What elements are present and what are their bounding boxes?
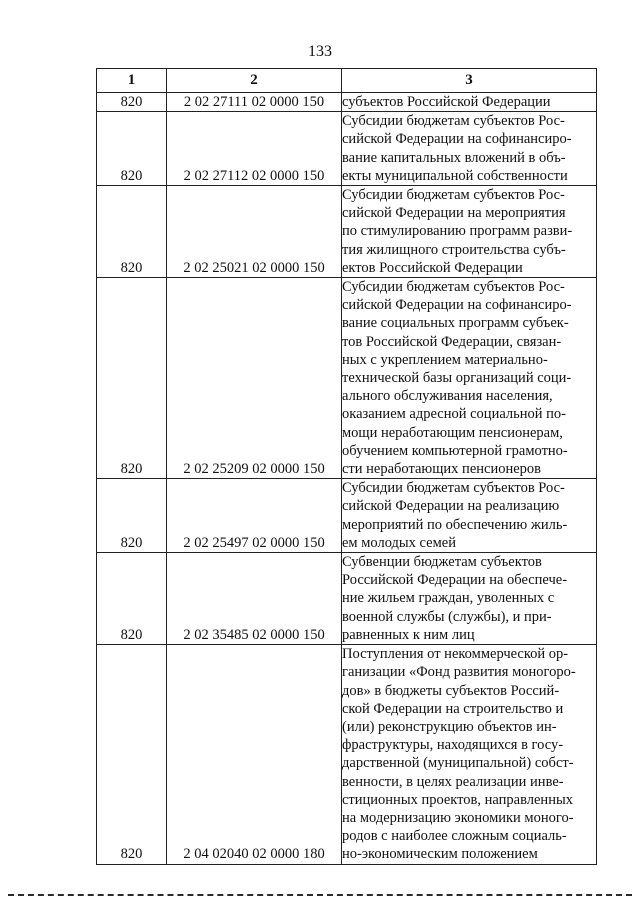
name-text-line: тов Российской Федерации, связан-: [342, 333, 562, 350]
budget-code-cell: 2 02 27111 02 0000 150: [167, 93, 342, 112]
table-row: [97, 112, 597, 186]
table-row: [97, 553, 597, 645]
admin-code-cell: 820: [97, 553, 167, 645]
name-text-line: оказанием адресной социальной по-: [342, 406, 566, 423]
name-text-line: екты муниципальной собственности: [342, 167, 568, 184]
name-text-line: Субсидии бюджетам субъектов Рос-: [342, 480, 565, 497]
name-text-line: фраструктуры, находящихся в госу-: [342, 737, 564, 754]
name-text-line: технической базы организаций соци-: [342, 370, 572, 387]
name-text-line: обучением компьютерной грамотно-: [342, 442, 568, 459]
page-number: 133: [308, 43, 332, 60]
name-text-line: вание социальных программ субъек-: [342, 315, 569, 332]
revenue-name-cell: [342, 278, 597, 479]
column-header: 2: [167, 69, 342, 93]
column-header: 3: [342, 69, 597, 93]
name-text-line: Субсидии бюджетам субъектов Рос-: [342, 279, 565, 296]
name-text-line: сийской Федерации на реализацию: [342, 498, 560, 515]
page-bottom-border: [8, 894, 632, 902]
name-text-line: дов» в бюджеты субъектов Россий-: [342, 682, 560, 699]
table-row: [97, 93, 597, 112]
name-text-line: Субвенции бюджетам субъектов: [342, 554, 542, 571]
table-header-row: [97, 69, 597, 93]
admin-code-cell: 820: [97, 645, 167, 864]
name-text-line: мероприятий по обеспечению жиль-: [342, 516, 568, 533]
name-text-line: по стимулированию программ разви-: [342, 223, 573, 240]
revenue-name-cell: [342, 553, 597, 645]
name-text-line: (или) реконструкцию объектов ин-: [342, 718, 557, 735]
revenue-name-cell: [342, 186, 597, 278]
name-text-line: дарственной (муниципальной) собст-: [342, 755, 574, 772]
name-text-line: Субсидии бюджетам субъектов Рос-: [342, 113, 565, 130]
table-row: [97, 479, 597, 553]
name-text-line: равненных к ним лиц: [342, 626, 475, 643]
column-header: 1: [97, 69, 167, 93]
name-text-line: но-экономическим положением: [342, 846, 538, 863]
name-text-line: стиционных проектов, направленных: [342, 791, 573, 808]
name-text-line: ального обслуживания населения,: [342, 388, 553, 405]
name-text-line: мощи неработающим пенсионерам,: [342, 424, 563, 441]
name-text-line: ных с укреплением материально-: [342, 351, 548, 368]
name-text-line: тия жилищного строительства субъ-: [342, 241, 566, 258]
revenue-name-cell: [342, 479, 597, 553]
name-text-line: сийской Федерации на мероприятия: [342, 205, 566, 222]
admin-code-cell: 820: [97, 93, 167, 112]
table-row: [97, 186, 597, 278]
budget-code-cell: 2 02 25021 02 0000 150: [167, 186, 342, 278]
budget-code-cell: 2 02 25497 02 0000 150: [167, 479, 342, 553]
name-text-line: субъектов Российской Федерации: [342, 94, 551, 110]
admin-code-cell: 820: [97, 479, 167, 553]
revenue-name-cell: [342, 93, 597, 112]
name-text-line: Российской Федерации на обеспече-: [342, 572, 568, 589]
name-text-line: ние жильем граждан, уволенных с: [342, 590, 555, 607]
name-text-line: на модернизацию экономики моного-: [342, 809, 574, 826]
budget-code-cell: 2 04 02040 02 0000 180: [167, 645, 342, 864]
revenue-name-cell: [342, 112, 597, 186]
table-row: [97, 645, 597, 864]
name-text-line: ганизации «Фонд развития моногоро-: [342, 664, 576, 681]
name-text-line: Субсидии бюджетам субъектов Рос-: [342, 187, 565, 204]
admin-code-cell: 820: [97, 278, 167, 479]
budget-code-cell: 2 02 27112 02 0000 150: [167, 112, 342, 186]
budget-code-cell: 2 02 35485 02 0000 150: [167, 553, 342, 645]
table-row: [97, 278, 597, 479]
revenue-name-cell: [342, 645, 597, 864]
name-text-line: ской Федерации на строительство и: [342, 700, 564, 717]
name-text-line: ем молодых семей: [342, 534, 456, 551]
name-text-line: сийской Федерации на софинансиро-: [342, 131, 572, 148]
name-text-line: ектов Российской Федерации: [342, 259, 523, 276]
name-text-line: сийской Федерации на софинансиро-: [342, 297, 572, 314]
name-text-line: родов с наиболее сложным социаль-: [342, 828, 567, 845]
name-text-line: сти неработающих пенсионеров: [342, 461, 541, 478]
budget-classification-table: [96, 68, 597, 865]
name-text-line: военной службы (службы), и при-: [342, 608, 552, 625]
admin-code-cell: 820: [97, 112, 167, 186]
table-body: [97, 93, 597, 865]
name-text-line: Поступления от некоммерческой ор-: [342, 646, 569, 663]
admin-code-cell: 820: [97, 186, 167, 278]
name-text-line: венности, в целях реализации инве-: [342, 773, 564, 790]
name-text-line: вание капитальных вложений в объ-: [342, 149, 566, 166]
budget-code-cell: 2 02 25209 02 0000 150: [167, 278, 342, 479]
